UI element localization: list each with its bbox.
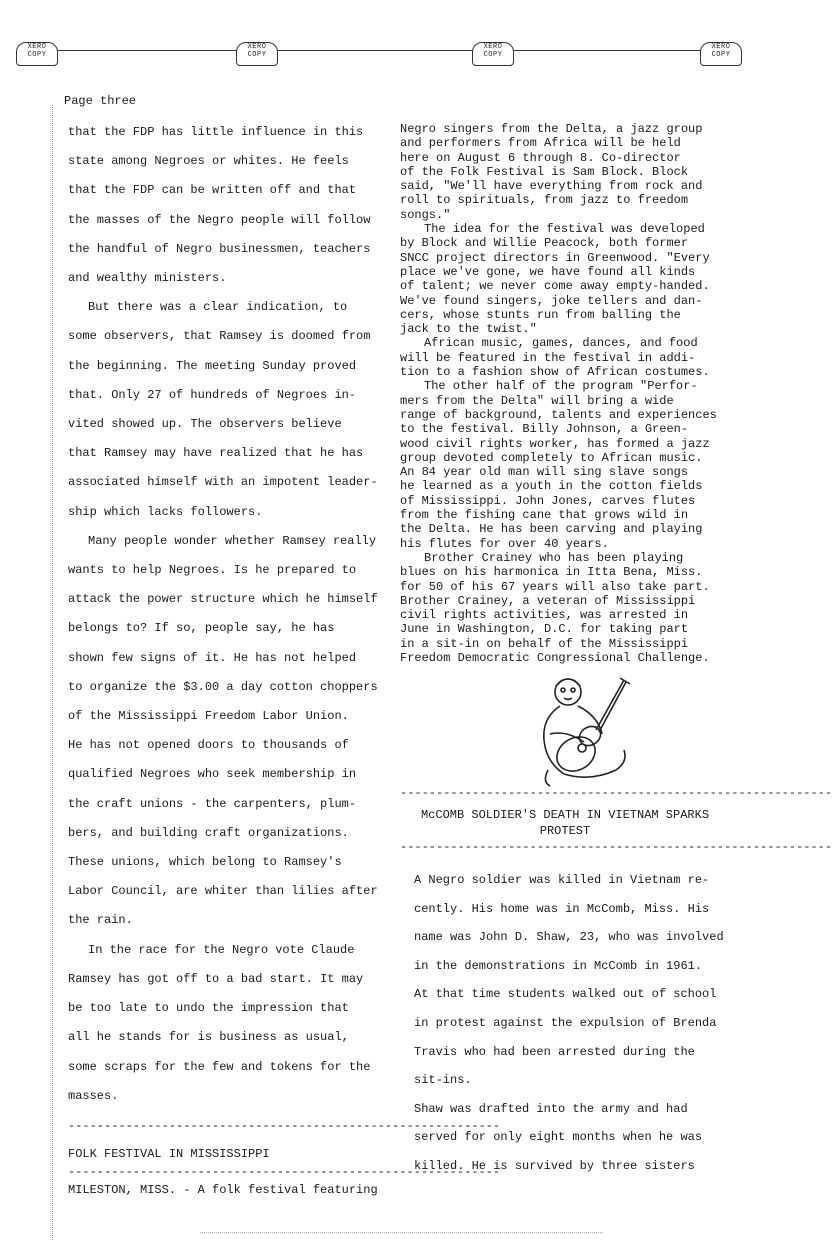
right-text-line: for 50 of his 67 years will also take part.	[400, 579, 710, 594]
left-text-line: But there was a clear indication, to	[88, 300, 348, 315]
left-text-line: the beginning. The meeting Sunday proved	[68, 358, 357, 373]
right-text-line: he learned as a youth in the cotton fields	[400, 479, 703, 494]
right-text-line: place we've gone, we have found all kinds	[400, 264, 696, 279]
right-text-line: Brother Crainey, a veteran of Mississippi	[400, 593, 696, 608]
left-text-line: Labor Council, are whiter than lilies after	[68, 884, 378, 899]
right-text-line: civil rights activities, was arrested in	[400, 608, 689, 623]
xero-copy-stamp	[472, 42, 514, 66]
mccomb-text-line: Travis who had been arrested during the	[414, 1044, 695, 1059]
left-text-line: that the FDP has little influence in this	[68, 125, 364, 139]
left-text-line: the masses of the Negro people will follow	[68, 212, 371, 227]
left-text-line: qualified Negroes who seek membership in	[68, 767, 357, 782]
right-text-line: here on August 6 through 8. Co-director	[400, 150, 681, 165]
right-text-line: The idea for the festival was developed	[424, 222, 705, 237]
right-text-line: his flutes for over 40 years.	[400, 536, 609, 551]
dash-rule: ------------------------------------------------------------	[68, 1164, 501, 1179]
left-text-line: Many people wonder whether Ramsey really	[88, 533, 377, 548]
right-text-line: from the fishing cane that grows wild in	[400, 508, 689, 523]
mccomb-text-line: Shaw was drafted into the army and had	[414, 1101, 688, 1116]
folk-festival-heading: FOLK FESTIVAL IN MISSISSIPPI	[68, 1146, 270, 1161]
right-text-line: of Mississippi. John Jones, carves flutes	[400, 493, 696, 508]
mccomb-text-line: killed. He is survived by three sisters	[414, 1158, 695, 1173]
right-text-line: of the Folk Festival is Sam Block. Block	[400, 164, 689, 179]
mccomb-text-line: At that time students walked out of school	[414, 987, 717, 1002]
margin-rule	[52, 105, 53, 1240]
right-text-line: We've found singers, joke tellers and dan-	[400, 293, 703, 308]
left-text-line: and wealthy ministers.	[68, 271, 227, 286]
left-text-line: vited showed up. The observers believe	[68, 417, 342, 432]
left-text-line: that. Only 27 of hundreds of Negroes in-	[68, 387, 357, 402]
xero-copy-stamp	[236, 42, 278, 66]
stamp-text: XERO COPY	[711, 43, 731, 59]
right-text-line: the Delta. He has been carving and playing	[400, 522, 703, 537]
left-text-line: the handful of Negro businessmen, teachers	[68, 241, 371, 256]
right-text-line: said, "We'll have everything from rock and	[400, 179, 703, 194]
left-text-line: all he stands for is business as usual,	[68, 1030, 349, 1045]
mccomb-text-line: A Negro soldier was killed in Vietnam re-	[414, 873, 710, 887]
right-text-line: The other half of the program "Perfor-	[424, 379, 698, 394]
left-text-line: to organize the $3.00 a day cotton choppers	[68, 679, 378, 694]
right-text-line: in a sit-in on behalf of the Mississippi	[400, 636, 689, 651]
right-text-line: Freedom Democratic Congressional Challenge.	[400, 650, 710, 665]
right-text-line: wood civil rights worker, has formed a jazz	[400, 436, 710, 451]
left-text-line: shown few signs of it. He has not helped	[68, 650, 357, 665]
left-text-line: the craft unions - the carpenters, plum-	[68, 796, 357, 811]
mccomb-text-line: sit-ins.	[414, 1073, 472, 1088]
left-text-line: bers, and building craft organizations.	[68, 825, 349, 840]
page-label: Page three	[64, 94, 137, 108]
right-text-line: to the festival. Billy Johnson, a Green-	[400, 422, 689, 437]
left-text-line: masses.	[68, 1088, 119, 1103]
stamp-text: XERO COPY	[27, 43, 47, 59]
right-text-line: tion to a fashion show of African costumes.	[400, 365, 710, 380]
dash-rule: ------------------------------------------------------------	[68, 1118, 501, 1133]
left-text-line: some observers, that Ramsey is doomed from	[68, 329, 371, 344]
left-text-line: wants to help Negroes. Is he prepared to	[68, 563, 357, 578]
left-text-line: In the race for the Negro vote Claude	[88, 942, 355, 957]
mccomb-heading-line2: PROTEST	[539, 824, 591, 838]
right-text-line: and performers from Africa will be held	[400, 136, 681, 151]
right-text-line: mers from the Delta" will bring a wide	[400, 393, 674, 408]
left-text-line: of the Mississippi Freedom Labor Union.	[68, 709, 349, 724]
folk-festival-lead: MILESTON, MISS. - A folk festival featuring	[68, 1182, 378, 1197]
right-text-line: songs."	[400, 207, 451, 222]
right-text-line: African music, games, dances, and food	[424, 336, 698, 351]
mccomb-body	[400, 866, 730, 1181]
mccomb-text-line: name was John D. Shaw, 23, who was involved	[414, 930, 724, 945]
left-text-line: some scraps for the few and tokens for the	[68, 1059, 371, 1074]
left-text-line: state among Negroes or whites. He feels	[68, 154, 349, 169]
left-text-line: belongs to? If so, people say, he has	[68, 621, 335, 636]
left-text-line: ship which lacks followers.	[68, 504, 263, 519]
right-text-line: SNCC project directors in Greenwood. "Every	[400, 250, 710, 265]
right-text-line: cers, whose stunts run from balling the	[400, 307, 681, 322]
left-text-line: that the FDP can be written off and that	[68, 183, 357, 198]
mccomb-text-line: served for only eight months when he was	[414, 1130, 703, 1145]
xero-copy-stamp	[700, 42, 742, 66]
right-text-line: An 84 year old man will sing slave songs	[400, 465, 689, 480]
right-text-line: Brother Crainey who has been playing	[424, 550, 684, 565]
right-text-line: group devoted completely to African music.	[400, 450, 703, 465]
right-text-line: range of background, talents and experiences	[400, 407, 717, 422]
stamp-text: XERO COPY	[483, 43, 503, 59]
mccomb-heading-line1: McCOMB SOLDIER'S DEATH IN VIETNAM SPARKS	[420, 808, 710, 822]
binding-line	[40, 50, 733, 51]
dash-rule: ------------------------------------------------------------	[400, 840, 832, 854]
right-text-line: jack to the twist."	[400, 322, 537, 337]
right-text-line: Negro singers from the Delta, a jazz group	[400, 122, 703, 136]
right-column	[400, 122, 730, 665]
dash-rule: ------------------------------------------------------------	[400, 786, 832, 800]
right-text-line: of talent; we never come away empty-handed.	[400, 279, 710, 294]
left-text-line: These unions, which belong to Ramsey's	[68, 855, 342, 870]
right-text-line: will be featured in the festival in addi-	[400, 350, 696, 365]
mccomb-text-line: cently. His home was in McComb, Miss. His	[414, 901, 710, 916]
right-text-line: roll to spirituals, from jazz to freedom	[400, 193, 689, 208]
guitar-player-illustration	[520, 670, 640, 790]
left-text-line: that Ramsey may have realized that he has	[68, 446, 364, 461]
left-text-line: the rain.	[68, 913, 133, 928]
mccomb-text-line: in protest against the expulsion of Brenda	[414, 1015, 717, 1030]
right-text-line: by Block and Willie Peacock, both former	[400, 236, 689, 251]
right-text-line: June in Washington, D.C. for taking part	[400, 622, 689, 637]
left-text-line: associated himself with an impotent leader-	[68, 475, 378, 490]
stamp-text: XERO COPY	[247, 43, 267, 59]
left-text-line: Ramsey has got off to a bad start. It may	[68, 971, 364, 986]
bottom-rule	[200, 1232, 603, 1233]
left-text-line: be too late to undo the impression that	[68, 1001, 349, 1016]
left-text-line: He has not opened doors to thousands of	[68, 738, 349, 753]
left-text-line: attack the power structure which he himself	[68, 592, 378, 607]
right-text-line: blues on his harmonica in Itta Bena, Miss.	[400, 565, 703, 580]
xero-copy-stamp	[16, 42, 58, 66]
mccomb-article	[400, 786, 832, 1181]
mccomb-text-line: in the demonstrations in McComb in 1961.	[414, 958, 703, 973]
